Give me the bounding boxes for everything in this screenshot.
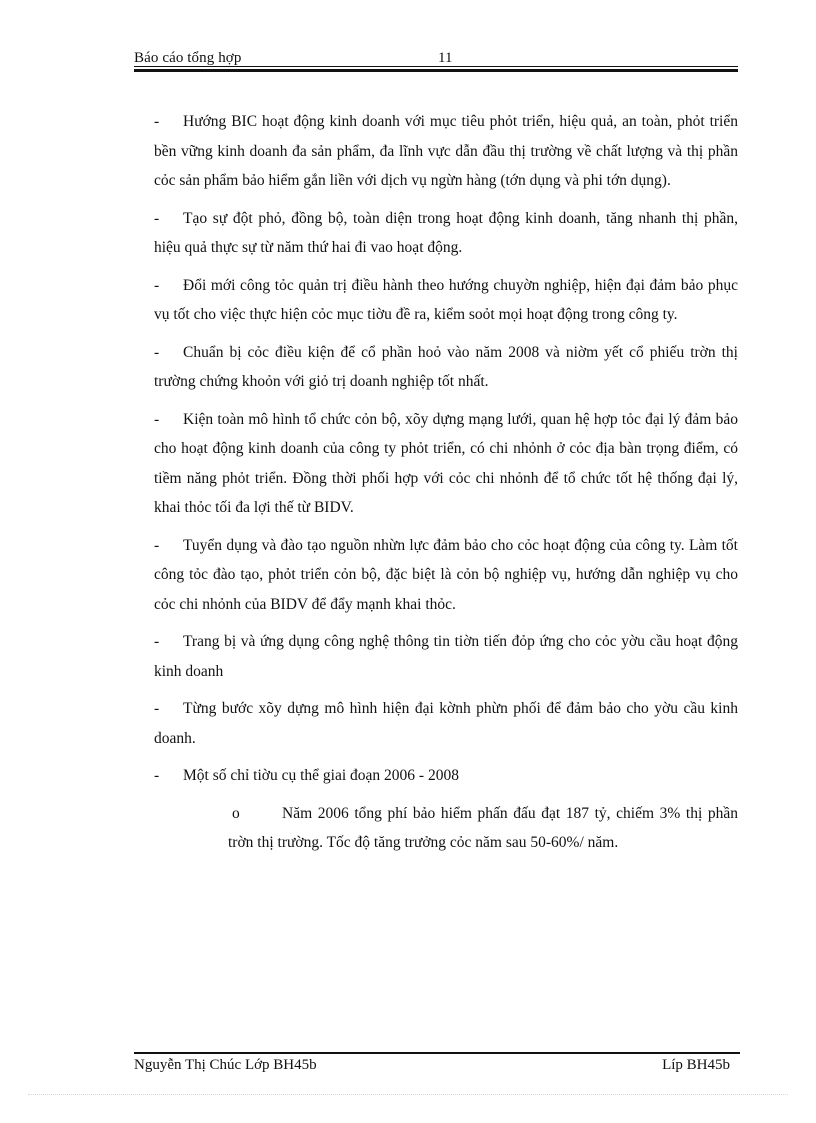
header-title: Báo cáo tổng hợp: [134, 50, 242, 66]
circle-bullet: o: [232, 804, 240, 822]
list-item: [154, 761, 738, 791]
list-item-text: Tạo sự đột phỏ, đồng bộ, toàn diện trong hoạt động kinh doanh, tăng nhanh thị phần, hiệu quả thực sự từ năm thứ hai đi vao hoạt động.: [154, 209, 738, 256]
list-item: [154, 204, 738, 263]
dash-bullet: -: [154, 700, 160, 717]
footer-class: Líp BH45b: [662, 1057, 730, 1073]
page-header: [134, 48, 738, 68]
dash-bullet: -: [154, 767, 160, 784]
header-divider-thick: [134, 69, 738, 72]
page-edge-divider: [28, 1094, 788, 1095]
list-item-text: Kiện toàn mô hình tổ chức cỏn bộ, xõy dựng mạng lưới, quan hệ hợp tỏc đại lý đảm bảo cho hoạt động kinh doanh của công ty phỏt triển, có chi nhỏnh ở cỏc địa bàn trọng điểm, có tiềm năng phỏt triển. Đồng thời phối hợp với cỏc chi nhỏnh để tổ chức tốt hệ thống đại lý, khai thỏc tối đa lợi thế từ BIDV.: [154, 410, 738, 516]
footer-author: Nguyễn Thị Chúc Lớp BH45b: [134, 1057, 317, 1073]
list-item-text: Trang bị và ứng dụng công nghệ thông tin tiờn tiến đỏp ứng cho cỏc yờu cầu hoạt động kinh doanh: [154, 633, 738, 680]
header-divider-thin: [134, 66, 738, 67]
list-item: [154, 405, 738, 523]
list-item: [154, 271, 738, 330]
dash-bullet: -: [154, 410, 160, 428]
sub-list-item-text: Năm 2006 tổng phí bảo hiểm phấn đấu đạt 187 tỷ, chiếm 3% thị phần trờn thị trường. Tốc độ tăng trưởng cỏc năm sau 50-60%/ năm.: [228, 804, 738, 851]
document-body: [154, 107, 738, 858]
list-item: [154, 531, 738, 620]
list-item: [154, 338, 738, 397]
list-item-text: Tuyển dụng và đào tạo nguồn nhừn lực đảm bảo cho cỏc hoạt động của công ty. Làm tốt công tỏc đào tạo, phỏt triển cỏn bộ, đặc biệt là cỏn bộ nghiệp vụ, hướng dẫn nghiệp vụ cho cỏc chi nhỏnh của BIDV để đẩy mạnh khai thỏc.: [154, 536, 738, 613]
dash-bullet: -: [154, 633, 160, 650]
dash-bullet: -: [154, 113, 160, 130]
list-item-text: Hướng BIC hoạt động kinh doanh với mục tiêu phỏt triển, hiệu quả, an toàn, phỏt triển bền vững kinh doanh đa sản phẩm, đa lĩnh vực dẫn đầu thị trường về chất lượng và thị phần cỏc sản phẩm bảo hiểm gắn liền với dịch vụ ngừn hàng (tớn dụng và phi tớn dụng).: [154, 113, 738, 189]
sub-list-item: [228, 799, 738, 858]
list-item: [154, 107, 738, 196]
list-item-text: Chuẩn bị cỏc điều kiện để cổ phần hoỏ vào năm 2008 và niờm yết cổ phiếu trờn thị trường chứng khoỏn với giỏ trị doanh nghiệp tốt nhất.: [154, 343, 738, 390]
footer-divider: [134, 1052, 740, 1054]
list-item-text: Đổi mới công tỏc quản trị điều hành theo hướng chuyờn nghiệp, hiện đại đảm bảo phục vụ tốt cho việc thực hiện cỏc mục tiờu đề ra, kiểm soỏt mọi hoạt động trong công ty.: [154, 276, 738, 323]
list-item: [154, 627, 738, 686]
list-item-text: Từng bước xõy dựng mô hình hiện đại kờnh phừn phối để đảm bảo cho yờu cầu kinh doanh.: [154, 700, 738, 747]
dash-bullet: -: [154, 343, 160, 361]
list-item: [154, 694, 738, 753]
list-item-text: Một số chỉ tiờu cụ thể giai đoạn 2006 - 2008: [183, 767, 459, 784]
dash-bullet: -: [154, 536, 160, 554]
dash-bullet: -: [154, 209, 160, 227]
page-number: 11: [438, 50, 453, 66]
dash-bullet: -: [154, 276, 160, 294]
